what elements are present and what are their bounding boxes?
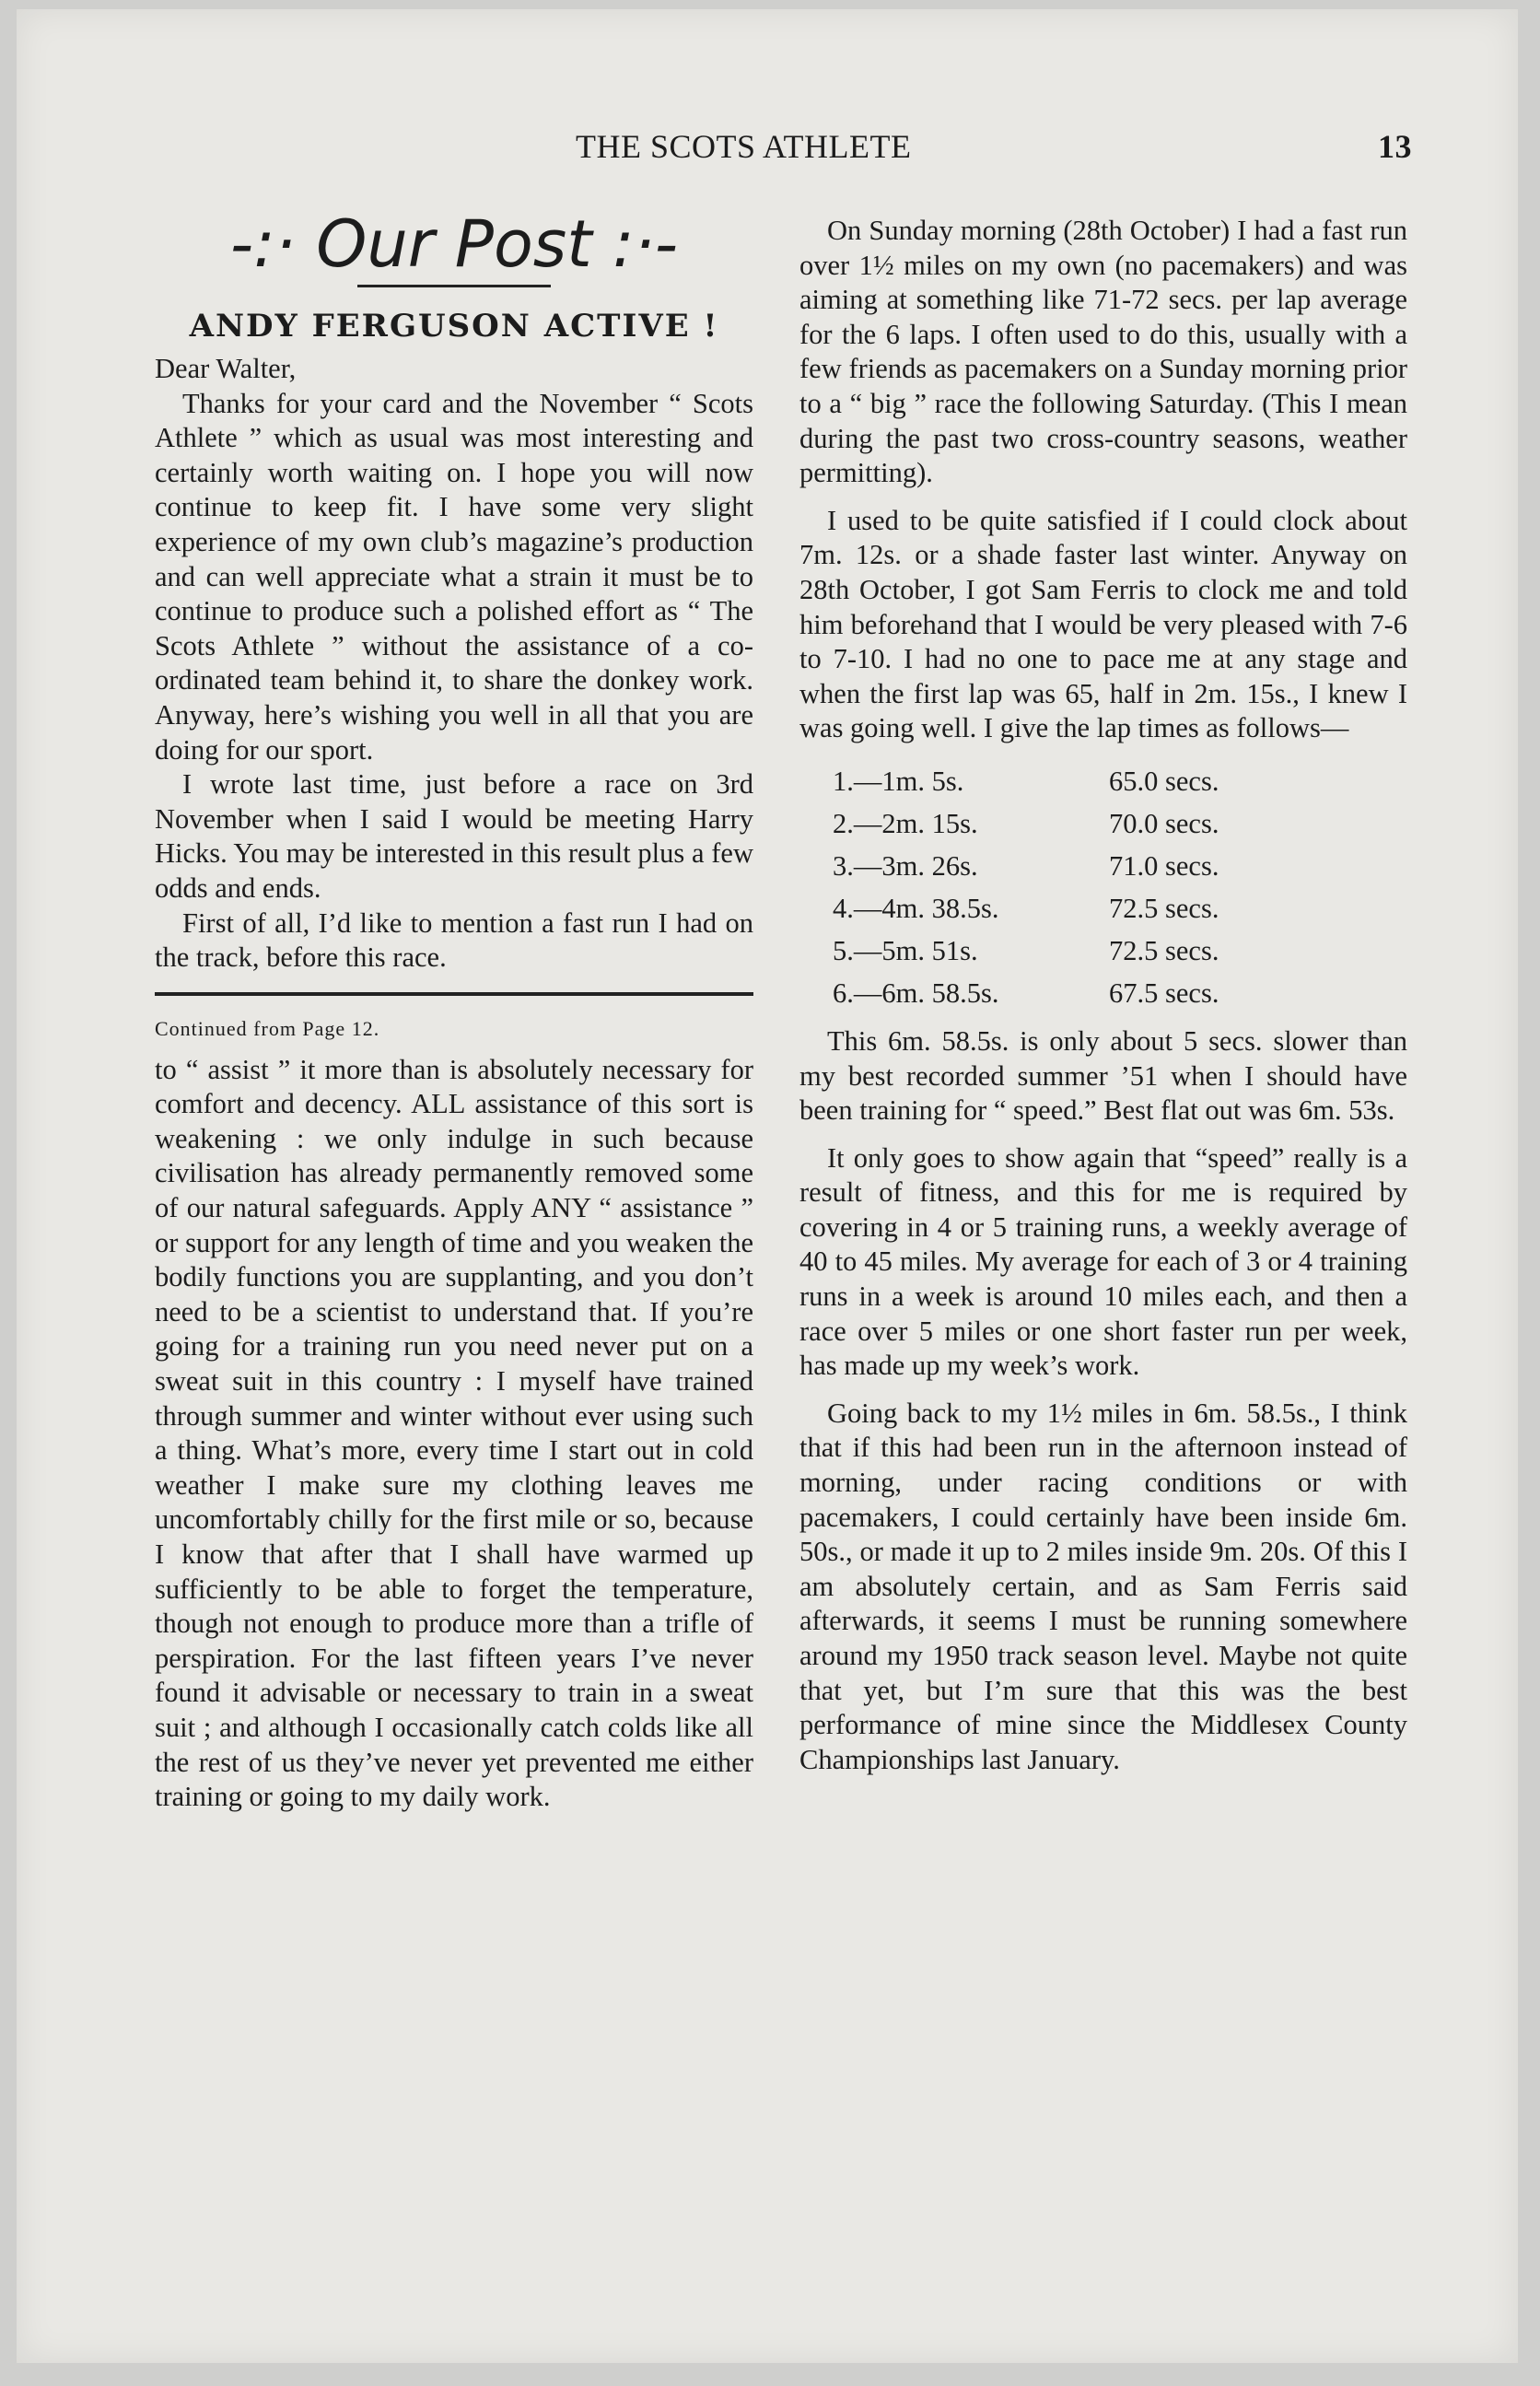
lap-time: 72.5 secs. (1109, 893, 1219, 925)
paragraph: This 6m. 58.5s. is only about 5 secs. slower than my best recorded summer ’51 when I should have been training for “ speed.” Best flat out was 6m. 53s. (799, 1024, 1407, 1127)
publication-title: THE SCOTS ATHLETE (576, 128, 912, 165)
section-title: -:· Our Post :·- (229, 206, 679, 282)
lap-time: 67.5 secs. (1109, 977, 1219, 1010)
continued-note: Continued from Page 12. (155, 1016, 380, 1040)
split-time: 6.—6m. 58.5s. (833, 977, 999, 1010)
magazine-page (17, 9, 1518, 2363)
lap-time: 70.0 secs. (1109, 808, 1219, 840)
split-time: 1.—1m. 5s. (833, 766, 964, 798)
page-number: 13 (1378, 128, 1412, 165)
lap-times-table (833, 761, 1219, 1015)
table-row (833, 761, 1219, 803)
table-row (833, 930, 1219, 973)
right-column (799, 214, 1407, 1777)
table-row (833, 973, 1219, 1015)
salutation: Dear Walter, (155, 353, 297, 384)
left-column (155, 207, 753, 1815)
paragraph: I wrote last time, just before a race on 3rd November when I said I would be meeting Harry Hicks. You may be interested in this result plus a few odds and ends. (155, 768, 753, 904)
paragraph: I used to be quite satisfied if I could clock about 7m. 12s. or a shade faster last winter. Anyway on 28th October, I got Sam Ferris to clock me and told him beforehand that I would be very pleased with 7-6 to 7-10. I had no one to pace me at any stage and when the first lap was 65, half in 2m. 15s., I knew I was going well. I give the lap times as follows— (799, 504, 1407, 744)
split-time: 2.—2m. 15s. (833, 808, 978, 840)
split-time: 5.—5m. 51s. (833, 935, 978, 967)
paragraph: On Sunday morning (28th October) I had a fast run over 1½ miles on my own (no pacemakers) and was aiming at something like 71-72 secs. per lap average for the 6 laps. I often used to do this, usually with a few friends as pacemakers on a Sunday morning prior to a “ big ” race the following Saturday. (This I mean during the past two cross-country seasons, weather permitting). (799, 215, 1407, 489)
split-time: 4.—4m. 38.5s. (833, 893, 999, 925)
table-row (833, 846, 1219, 888)
paragraph: Going back to my 1½ miles in 6m. 58.5s., I think that if this had been run in the afternoon instead of morning, under racing conditions or with pacemakers, I could certainly have been inside 6m. 50s., or made it up to 2 miles inside 9m. 20s. Of this I am absolutely certain, and as Sam Ferris said afterwards, it seems I must be running somewhere around my 1950 track season level. Maybe not quite that yet, but I’m sure that this was the best performance of mine since the Middlesex County Championships last January. (799, 1397, 1407, 1775)
lap-time: 71.0 secs. (1109, 850, 1219, 883)
paragraph: It only goes to show again that “speed” really is a result of fitness, and this for me is required by covering in 4 or 5 training runs, a weekly average of 40 to 45 miles. My average for each of 3 or 4 training runs in a week is around 10 miles each, and then a race over 5 miles or one short faster run per week, has made up my week’s work. (799, 1141, 1407, 1382)
paragraph: First of all, I’d like to mention a fast run I had on the track, before this race. (155, 906, 753, 974)
table-row (833, 803, 1219, 846)
split-time: 3.—3m. 26s. (833, 850, 978, 883)
column-divider (155, 992, 753, 996)
paragraph: Thanks for your card and the November “ Scots Athlete ” which as usual was most interesting and certainly worth waiting on. I hope you will now continue to keep fit. I have some very slight experience of my own club’s magazine’s production and can well appreciate what a strain it must be to continue to produce such a polished effort as “ The Scots Athlete ” without the assistance of a co-ordinated team behind it, to share the donkey work. Anyway, here’s wishing you well in all that you are doing for our sport. (155, 387, 753, 766)
article-headline: ANDY FERGUSON ACTIVE ! (189, 308, 719, 345)
lap-time: 72.5 secs. (1109, 935, 1219, 967)
title-underline (357, 285, 551, 287)
paragraph: to “ assist ” it more than is absolutely necessary for comfort and decency. ALL assistance of this sort is weakening : we only indulge in such because civilisation has already permanently removed some of our natural safeguards. Apply ANY “ assistance ” or support for any length of time and you weaken the bodily functions you are supplanting, and you don’t need to be a scientist to understand that. If you’re going for a training run you need never put on a sweat suit in this country : I myself have trained through summer and winter without ever using such a thing. What’s more, every time I start out in cold weather I make sure my clothing leaves me uncomfortably chilly for the first mile or so, because I know that after that I shall have warmed up sufficiently to be able to forget the temperature, though not enough to produce more than a trifle of perspiration. For the last fifteen years I’ve never found it advisable or necessary to train in a sweat suit ; and although I occasionally catch colds like all the rest of us they’ve never yet prevented me either training or going to my daily work. (155, 1053, 753, 1813)
lap-time: 65.0 secs. (1109, 766, 1219, 798)
table-row (833, 888, 1219, 930)
